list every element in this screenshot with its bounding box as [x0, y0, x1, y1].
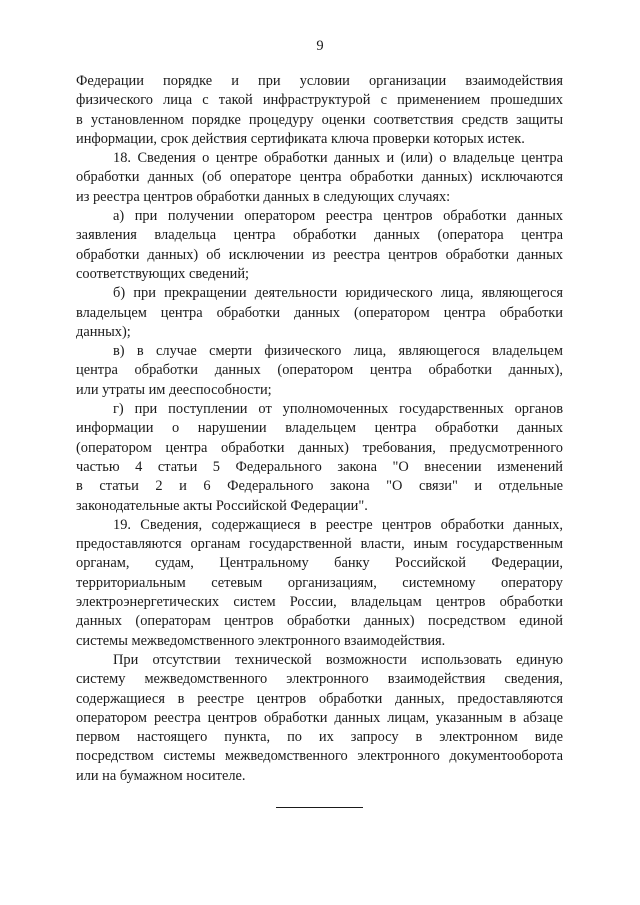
- footnote-separator: [276, 807, 363, 808]
- text-line: информации, срок действия сертификата ключа проверки которых истек.: [76, 130, 525, 147]
- document-body: [76, 72, 563, 786]
- text-line: информации о нарушении владельцем центра обработки данных: [76, 420, 563, 437]
- text-line: 19. Сведения, содержащиеся в реестре центров обработки данных,: [113, 516, 563, 533]
- text-line: первом настоящего пункта, по их запросу в электронном виде: [76, 729, 563, 746]
- text-line: г) при поступлении от уполномоченных государственных органов: [113, 401, 563, 418]
- text-line: оператором реестра центров обработки данных лицам, указанным в абзаце: [76, 709, 563, 726]
- text-line: данных);: [76, 323, 131, 340]
- text-line: в статьи 2 и 6 Федерального закона "О связи" и отдельные: [76, 478, 563, 495]
- text-line: территориальным сетевым организациям, системному оператору: [76, 574, 563, 591]
- text-line: в) в случае смерти физического лица, являющегося владельцем: [113, 343, 563, 360]
- page-number: 9: [316, 38, 324, 54]
- text-line: Федерации порядке и при условии организации взаимодействия: [76, 73, 563, 89]
- text-line: электроэнергетических систем России, владельцам центров обработки: [76, 594, 563, 611]
- text-line: посредством системы межведомственного электронного документооборота: [76, 748, 563, 765]
- text-line: а) при получении оператором реестра центров обработки данных: [113, 208, 563, 225]
- text-line: обработки данных) об исключении из реестра центров обработки данных: [76, 246, 563, 263]
- text-line: содержащиеся в реестре центров обработки данных, предоставляются: [76, 690, 563, 707]
- text-line: владельцем центра обработки данных (оператором центра обработки: [76, 304, 563, 321]
- text-line: центра обработки данных (оператором центра обработки данных),: [76, 362, 563, 379]
- text-line: данных (операторам центров обработки данных) посредством единой: [76, 613, 563, 630]
- text-line: При отсутствии технической возможности использовать единую: [113, 651, 563, 668]
- text-line: обработки данных (об операторе центра обработки данных) исключаются: [76, 169, 563, 186]
- text-line: б) при прекращении деятельности юридического лица, являющегося: [113, 285, 563, 302]
- text-line: частью 4 статьи 5 Федерального закона "О внесении изменений: [76, 458, 563, 475]
- text-line: 18. Сведения о центре обработки данных и (или) о владельце центра: [113, 150, 563, 167]
- text-line: (оператором центра обработки данных) требования, предусмотренного: [76, 439, 563, 456]
- text-line: из реестра центров обработки данных в следующих случаях:: [76, 188, 451, 205]
- text-line: систему межведомственного электронного взаимодействия сведения,: [76, 671, 563, 688]
- text-line: или утраты им дееспособности;: [76, 381, 272, 398]
- text-line: органам, судам, Центральному банку Российской Федерации,: [76, 555, 563, 572]
- text-line: физического лица с такой инфраструктурой с применением прошедших: [76, 92, 563, 109]
- text-line: в установленном порядке процедуру оценки соответствия средств защиты: [76, 111, 563, 128]
- text-line: предоставляются органам государственной власти, иным государственным: [76, 536, 563, 553]
- text-line: законодательные акты Российской Федерации".: [76, 497, 368, 514]
- text-line: системы межведомственного электронного взаимодействия.: [76, 632, 446, 649]
- text-line: соответствующих сведений;: [76, 265, 250, 282]
- text-line: или на бумажном носителе.: [76, 767, 246, 784]
- text-line: заявления владельца центра обработки данных (оператора центра: [76, 227, 563, 244]
